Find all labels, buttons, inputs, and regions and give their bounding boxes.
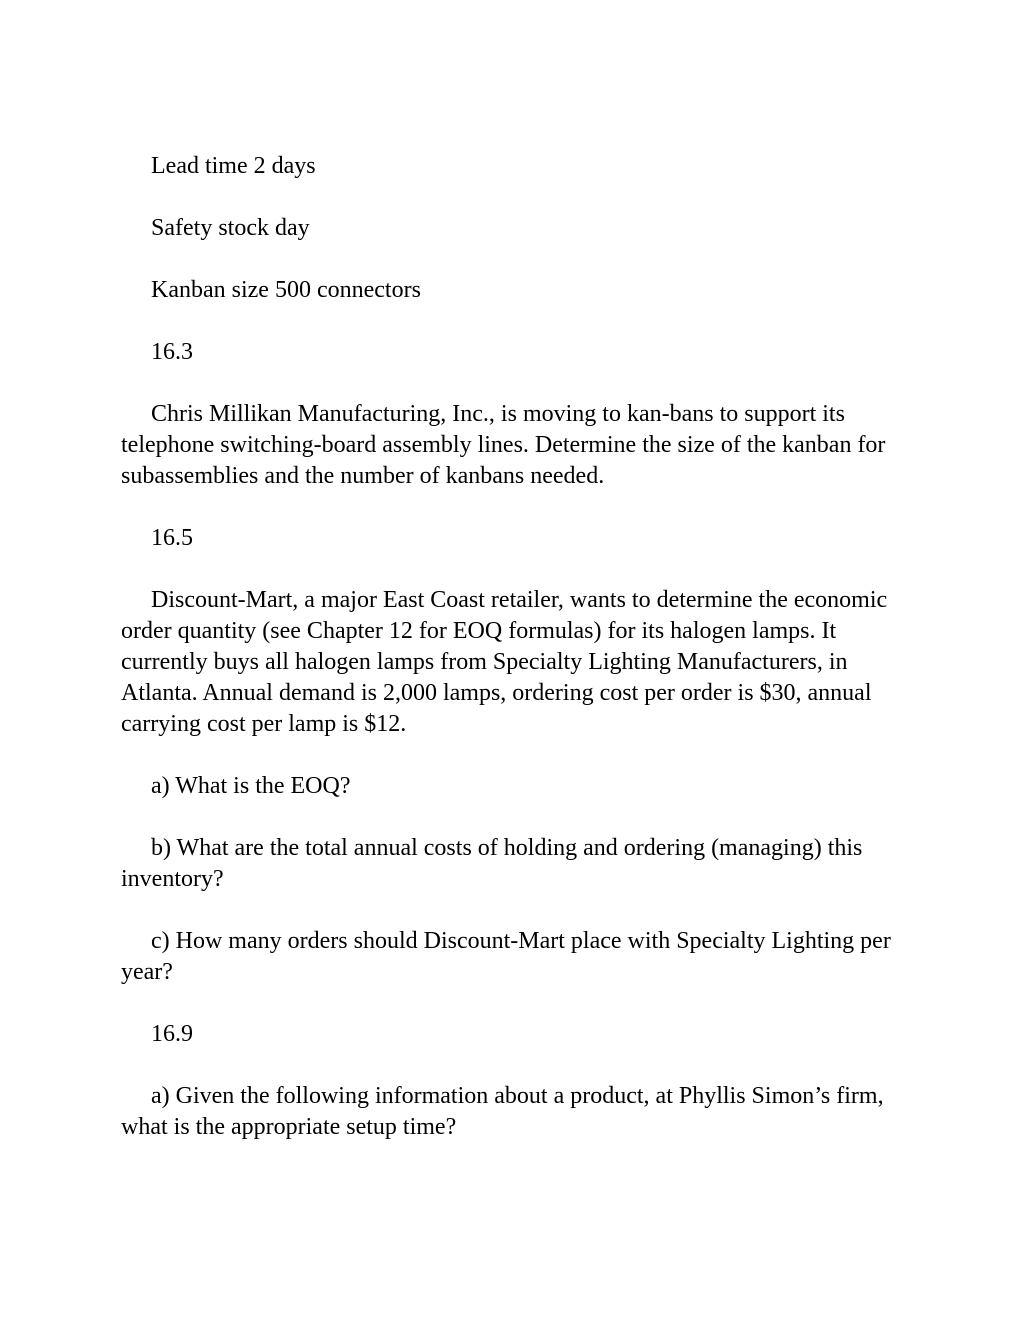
problem-number-16-3: 16.3 [151, 339, 193, 365]
question-c-orders-per-year: c) How many orders should Discount-Mart place with Specialty Lighting per year? [121, 928, 891, 985]
question-a-eoq: a) What is the EOQ? [151, 773, 351, 799]
kanban-size-line: Kanban size 500 connectors [151, 277, 421, 303]
problem-16-3-text: Chris Millikan Manufacturing, Inc., is moving to kan-bans to support its telephone switching-board assembly lines. Determine the size of the kanban for subassemblies and the number of kanbans needed. [121, 401, 886, 489]
problem-number-16-5: 16.5 [151, 525, 193, 551]
problem-number-16-9: 16.9 [151, 1021, 193, 1047]
problem-16-5-text: Discount-Mart, a major East Coast retailer, wants to determine the economic order quantity (see Chapter 12 for EOQ formulas) for its halogen lamps. It currently buys all halogen lamps from Specialty Lighting Manufacturers, in Atlanta. Annual demand is 2,000 lamps, ordering cost per order is $30, annual carrying cost per lamp is $12. [121, 587, 888, 737]
lead-time-line: Lead time 2 days [151, 153, 316, 179]
problem-16-9-text: a) Given the following information about a product, at Phyllis Simon’s firm, what is the appropriate setup time? [121, 1083, 884, 1140]
document-body [121, 151, 911, 1174]
safety-stock-line: Safety stock day [151, 215, 310, 241]
question-b-total-costs: b) What are the total annual costs of holding and ordering (managing) this inventory? [121, 835, 863, 892]
